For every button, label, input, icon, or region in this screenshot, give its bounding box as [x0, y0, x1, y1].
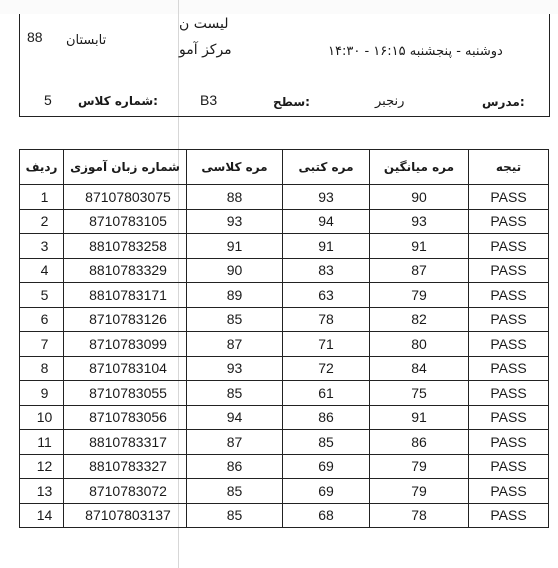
result-cell: PASS: [469, 283, 549, 308]
row-number-cell: 1: [20, 185, 64, 210]
class-number-value: 5: [44, 92, 52, 108]
written-score-cell: 94: [283, 209, 370, 234]
row-number-cell: 14: [20, 503, 64, 528]
written-score-cell: 72: [283, 356, 370, 381]
table-row: [20, 503, 549, 528]
row-number-cell: 4: [20, 258, 64, 283]
average-score-cell: 91: [370, 234, 469, 259]
result-cell: PASS: [469, 258, 549, 283]
student-number-cell: 8710783104: [64, 356, 187, 381]
column-header-written-score: مره کتبی: [283, 150, 370, 185]
table-row: [20, 405, 549, 430]
teacher-name: رنجبر: [375, 94, 405, 109]
average-score-cell: 91: [370, 405, 469, 430]
result-cell: PASS: [469, 405, 549, 430]
average-score-cell: 80: [370, 332, 469, 357]
list-title: لیست ن: [179, 16, 229, 32]
student-number-cell: 8810783171: [64, 283, 187, 308]
table-row: [20, 307, 549, 332]
student-number-cell: 8810783329: [64, 258, 187, 283]
average-score-cell: 82: [370, 307, 469, 332]
average-score-cell: 75: [370, 381, 469, 406]
average-score-cell: 90: [370, 185, 469, 210]
result-cell: PASS: [469, 430, 549, 455]
column-header-student-number: شماره زبان آموزی: [64, 150, 187, 185]
student-number-cell: 8810783317: [64, 430, 187, 455]
average-score-cell: 79: [370, 283, 469, 308]
row-number-cell: 7: [20, 332, 64, 357]
result-cell: PASS: [469, 381, 549, 406]
result-cell: PASS: [469, 234, 549, 259]
center-name: مرکز آمو: [179, 42, 232, 58]
classroom-score-cell: 91: [187, 234, 283, 259]
student-number-cell: 8710783072: [64, 479, 187, 504]
teacher-label: مدرس:: [482, 95, 525, 109]
student-number-cell: 8710783126: [64, 307, 187, 332]
classroom-score-cell: 85: [187, 479, 283, 504]
result-cell: PASS: [469, 307, 549, 332]
average-score-cell: 86: [370, 430, 469, 455]
result-cell: PASS: [469, 503, 549, 528]
classroom-score-cell: 89: [187, 283, 283, 308]
written-score-cell: 93: [283, 185, 370, 210]
table-header-row: [20, 150, 549, 185]
classroom-score-cell: 90: [187, 258, 283, 283]
classroom-score-cell: 87: [187, 332, 283, 357]
average-score-cell: 78: [370, 503, 469, 528]
classroom-score-cell: 85: [187, 381, 283, 406]
table-row: [20, 479, 549, 504]
row-number-cell: 11: [20, 430, 64, 455]
written-score-cell: 86: [283, 405, 370, 430]
grades-table: [19, 149, 549, 528]
average-score-cell: 84: [370, 356, 469, 381]
student-number-cell: 8710783055: [64, 381, 187, 406]
level-value: B3: [200, 92, 218, 108]
table-row: [20, 332, 549, 357]
row-number-cell: 3: [20, 234, 64, 259]
row-number-cell: 10: [20, 405, 64, 430]
classroom-score-cell: 85: [187, 503, 283, 528]
classroom-score-cell: 93: [187, 356, 283, 381]
student-number-cell: 8810783258: [64, 234, 187, 259]
written-score-cell: 71: [283, 332, 370, 357]
result-cell: PASS: [469, 479, 549, 504]
row-number-cell: 13: [20, 479, 64, 504]
row-number-cell: 2: [20, 209, 64, 234]
classroom-score-cell: 88: [187, 185, 283, 210]
written-score-cell: 61: [283, 381, 370, 406]
student-number-cell: 8710783105: [64, 209, 187, 234]
column-header-row-number: ردیف: [20, 150, 64, 185]
table-row: [20, 185, 549, 210]
row-number-cell: 5: [20, 283, 64, 308]
student-number-cell: 87107803137: [64, 503, 187, 528]
classroom-score-cell: 93: [187, 209, 283, 234]
student-number-cell: 8710783056: [64, 405, 187, 430]
row-number-cell: 6: [20, 307, 64, 332]
written-score-cell: 68: [283, 503, 370, 528]
table-row: [20, 234, 549, 259]
table-row: [20, 283, 549, 308]
average-score-cell: 79: [370, 479, 469, 504]
table-row: [20, 356, 549, 381]
term-name: تابستان: [66, 33, 107, 48]
column-header-result: تیجه: [469, 150, 549, 185]
page-top-edge: [0, 0, 558, 14]
row-number-cell: 12: [20, 454, 64, 479]
classroom-score-cell: 94: [187, 405, 283, 430]
student-number-cell: 8810783327: [64, 454, 187, 479]
table-row: [20, 209, 549, 234]
result-cell: PASS: [469, 356, 549, 381]
result-cell: PASS: [469, 332, 549, 357]
written-score-cell: 85: [283, 430, 370, 455]
average-score-cell: 87: [370, 258, 469, 283]
table-row: [20, 430, 549, 455]
average-score-cell: 79: [370, 454, 469, 479]
result-cell: PASS: [469, 185, 549, 210]
row-number-cell: 9: [20, 381, 64, 406]
table-row: [20, 454, 549, 479]
written-score-cell: 69: [283, 454, 370, 479]
student-number-cell: 8710783099: [64, 332, 187, 357]
table-row: [20, 381, 549, 406]
written-score-cell: 69: [283, 479, 370, 504]
classroom-score-cell: 86: [187, 454, 283, 479]
written-score-cell: 63: [283, 283, 370, 308]
column-header-classroom-score: مره کلاسی: [187, 150, 283, 185]
row-number-cell: 8: [20, 356, 64, 381]
class-number-label: شماره کلاس:: [78, 94, 158, 108]
level-label: سطح:: [273, 95, 310, 109]
classroom-score-cell: 87: [187, 430, 283, 455]
term-number: 88: [27, 29, 43, 45]
student-number-cell: 87107803075: [64, 185, 187, 210]
average-score-cell: 93: [370, 209, 469, 234]
written-score-cell: 91: [283, 234, 370, 259]
result-cell: PASS: [469, 454, 549, 479]
classroom-score-cell: 85: [187, 307, 283, 332]
session-schedule: دوشنبه - پنجشنبه ۱۶:۱۵ - ۱۴:۳۰: [328, 44, 503, 59]
result-cell: PASS: [469, 209, 549, 234]
column-header-average-score: مره میانگین: [370, 150, 469, 185]
written-score-cell: 83: [283, 258, 370, 283]
table-row: [20, 258, 549, 283]
written-score-cell: 78: [283, 307, 370, 332]
